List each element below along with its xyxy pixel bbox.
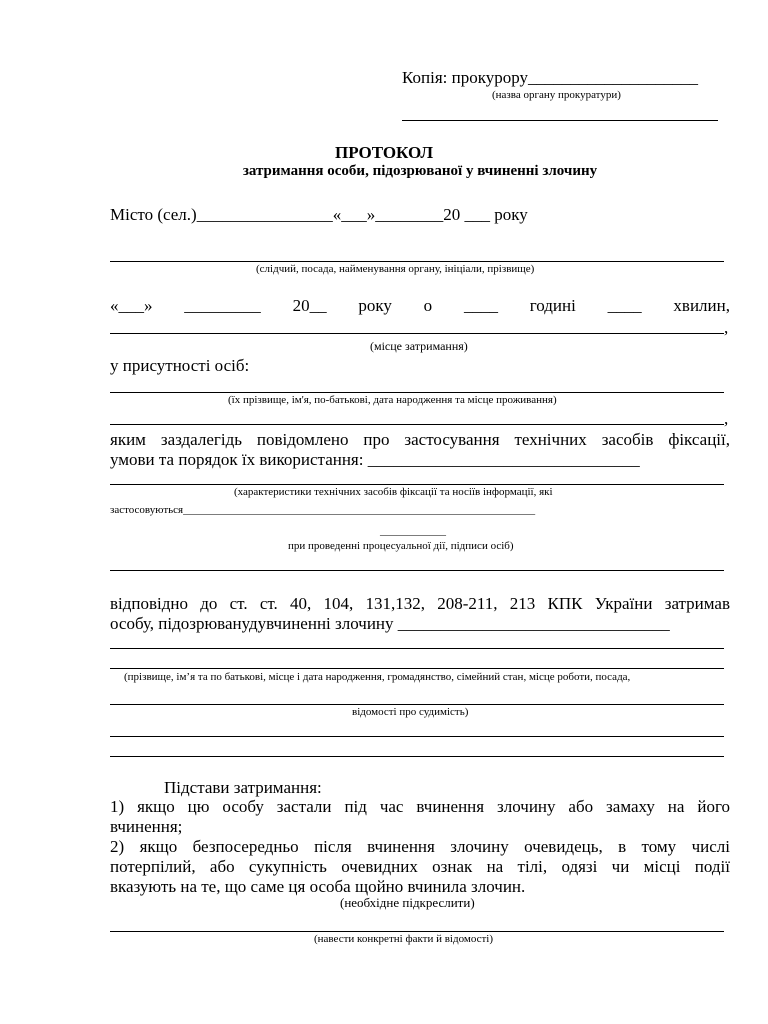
- technical-line: [110, 484, 724, 485]
- facts-line: [110, 931, 724, 932]
- technical-short-line: ____________: [380, 525, 446, 537]
- detention-place-line: [110, 333, 724, 334]
- suspect-line-3: [110, 704, 724, 705]
- legal-basis-line-2: особу, підозрюванудувчиненні злочину ________________________________: [110, 614, 670, 633]
- time-hours-word: годині: [529, 296, 576, 315]
- grounds-item-2-line-2: потерпілий, або сукупність очевидних ознак на тілі, одязі чи місці події: [110, 857, 730, 876]
- facts-caption: (навести конкретні факти й відомості): [314, 933, 494, 945]
- detention-place-comma: ,: [724, 318, 729, 337]
- time-year-word: року: [358, 296, 392, 315]
- underline-note: (необхідне підкреслити): [340, 895, 475, 910]
- grounds-item-2-line-1: 2) якщо безпосередньо після вчинення злочину очевидець, в тому числі: [110, 837, 730, 856]
- suspect-line-4: [110, 736, 724, 737]
- time-at-word: о: [423, 296, 433, 315]
- persons-caption: (їх прізвище, ім'я, по-батькові, дата народження та місце проживання): [228, 394, 557, 406]
- technical-caption-2: при проведенні процесуальної дії, підписи осіб): [288, 540, 514, 552]
- persons-line-2: [110, 424, 724, 425]
- grounds-heading: Підстави затримання:: [164, 778, 322, 797]
- time-year: 20__: [292, 296, 327, 315]
- grounds-item-1-line-1: 1) якщо цю особу застали під час вчинення злочину або замаху на його: [110, 797, 730, 816]
- suspect-line-1: [110, 648, 724, 649]
- time-minutes: ____: [607, 296, 642, 315]
- signatures-line: [110, 570, 724, 571]
- suspect-line-5: [110, 756, 724, 757]
- suspect-line-2: [110, 668, 724, 669]
- time-month: _________: [184, 296, 261, 315]
- place-date-line: Місто (сел.)________________«___»________20 ___ року: [110, 205, 528, 224]
- time-day: «___»: [110, 296, 153, 315]
- investigator-caption: (слідчий, посада, найменування органу, ініціали, прізвище): [256, 263, 535, 275]
- document-title: ПРОТОКОЛ: [334, 143, 433, 162]
- persons-comma: ,: [724, 409, 729, 428]
- technical-notice-line-2: умови та порядок їх використання: ________________________________: [110, 450, 640, 469]
- prosecutor-office-line: [402, 120, 718, 121]
- copy-to-prosecutor-line: Копія: прокурору____________________: [402, 68, 698, 87]
- time-hours: ____: [463, 296, 498, 315]
- suspect-caption-1: (прізвище, ім’я та по батькові, місце і дата народження, громадянство, сімейний стан, місце роботи, посада,: [124, 671, 631, 683]
- grounds-item-2-line-3: вказують на те, що саме ця особа щойно вчинила злочин.: [110, 877, 526, 896]
- persons-line-1: [110, 392, 724, 393]
- technical-caption-1: (характеристики технічних засобів фіксації та носіїв інформації, які: [234, 486, 553, 498]
- presence-label: у присутності осіб:: [110, 356, 250, 375]
- technical-notice-line-1: яким заздалегідь повідомлено про застосування технічних засобів фіксації,: [110, 430, 730, 449]
- document-subtitle: затримання особи, підозрюваної у вчиненні злочину: [242, 163, 598, 179]
- suspect-caption-2: відомості про судимість): [352, 706, 469, 718]
- investigator-line: [110, 261, 724, 262]
- time-minutes-word: хвилин,: [673, 296, 730, 315]
- detention-time-line: [110, 296, 730, 316]
- legal-basis-line-1: відповідно до ст. ст. 40, 104, 131,132, 208-211, 213 КПК України затримав: [110, 594, 730, 613]
- prosecutor-office-caption: (назва органу прокуратури): [492, 89, 621, 101]
- detention-place-caption: (місце затримання): [370, 339, 468, 353]
- technical-applied-line: застосовуються________________________________________________________________: [110, 504, 536, 516]
- grounds-item-1-line-2: вчинення;: [110, 817, 183, 836]
